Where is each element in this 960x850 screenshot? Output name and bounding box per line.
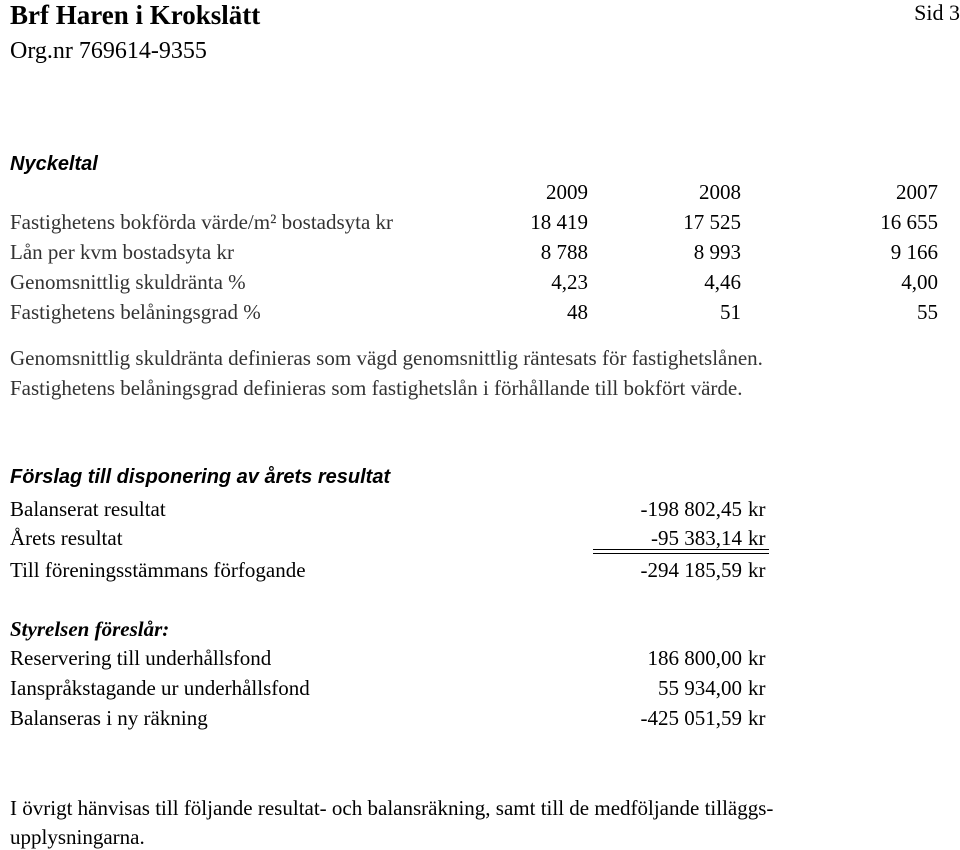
disposition-unit: kr <box>748 526 766 550</box>
key-figures-note: Fastighetens belåningsgrad definieras som fastighetslån i förhållande till bokfört värde. <box>10 376 743 400</box>
proposal-label: Balanseras i ny räkning <box>10 706 208 730</box>
key-figure-value: 4,46 <box>704 270 741 294</box>
key-figure-value: 16 655 <box>880 210 938 234</box>
disposition-amount: -198 802,45 <box>640 497 742 521</box>
key-figure-label-loan-to-value: Fastighetens belåningsgrad % <box>10 300 261 324</box>
key-figure-label-book-value: Fastighetens bokförda värde/m² bostadsyta kr <box>10 210 394 234</box>
page-number: Sid 3 <box>914 0 960 25</box>
key-figure-value: 18 419 <box>530 210 588 234</box>
proposal-amount: -425 051,59 <box>640 706 742 730</box>
year-header-1: 2009 <box>546 180 588 204</box>
disposition-label: Balanserat resultat <box>10 497 166 521</box>
proposal-unit: kr <box>748 646 766 670</box>
key-figure-value: 8 788 <box>540 240 588 264</box>
key-figures-heading: Nyckeltal <box>10 153 98 175</box>
disposition-amount: -294 185,59 <box>640 558 742 582</box>
proposal-unit: kr <box>748 706 766 730</box>
proposal-label: Reservering till underhållsfond <box>10 646 272 670</box>
proposal-label: Ianspråkstagande ur underhållsfond <box>10 676 310 700</box>
key-figure-value: 4,23 <box>551 270 588 294</box>
key-figures-note: Genomsnittlig skuldränta definieras som vägd genomsnittlig räntesats för fastighetslånen. <box>10 346 763 370</box>
key-figure-label-interest-rate: Genomsnittlig skuldränta % <box>10 270 246 294</box>
footer-text-line-2: upplysningarna. <box>10 825 145 849</box>
footer-text-line-1: I övrigt hänvisas till följande resultat- och balansräkning, samt till de medföljande tilläggs- <box>10 796 774 820</box>
key-figure-label-loan-per-sqm: Lån per kvm bostadsyta kr <box>10 240 234 264</box>
disposition-label: Till föreningsstämmans förfogande <box>10 558 306 582</box>
year-header-3: 2007 <box>896 180 938 204</box>
key-figure-value: 4,00 <box>901 270 938 294</box>
key-figure-value: 9 166 <box>890 240 938 264</box>
disposition-amount: -95 383,14 <box>651 526 742 550</box>
disposition-unit: kr <box>748 558 766 582</box>
board-proposal-heading: Styrelsen föreslår: <box>10 617 170 641</box>
key-figure-value: 55 <box>917 300 938 324</box>
key-figure-value: 48 <box>567 300 588 324</box>
proposal-amount: 55 934,00 <box>658 676 742 700</box>
disposition-label: Årets resultat <box>10 526 123 550</box>
year-header-2: 2008 <box>699 180 741 204</box>
key-figure-value: 17 525 <box>683 210 741 234</box>
key-figure-value: 8 993 <box>693 240 741 264</box>
company-name: Brf Haren i Krokslätt <box>10 0 261 30</box>
disposition-heading: Förslag till disponering av årets resultat <box>10 466 391 488</box>
proposal-amount: 186 800,00 <box>647 646 742 670</box>
double-underline-bottom <box>593 553 769 554</box>
double-underline-top <box>593 549 769 550</box>
org-number: Org.nr 769614-9355 <box>10 38 207 64</box>
disposition-unit: kr <box>748 497 766 521</box>
key-figure-value: 51 <box>720 300 741 324</box>
proposal-unit: kr <box>748 676 766 700</box>
